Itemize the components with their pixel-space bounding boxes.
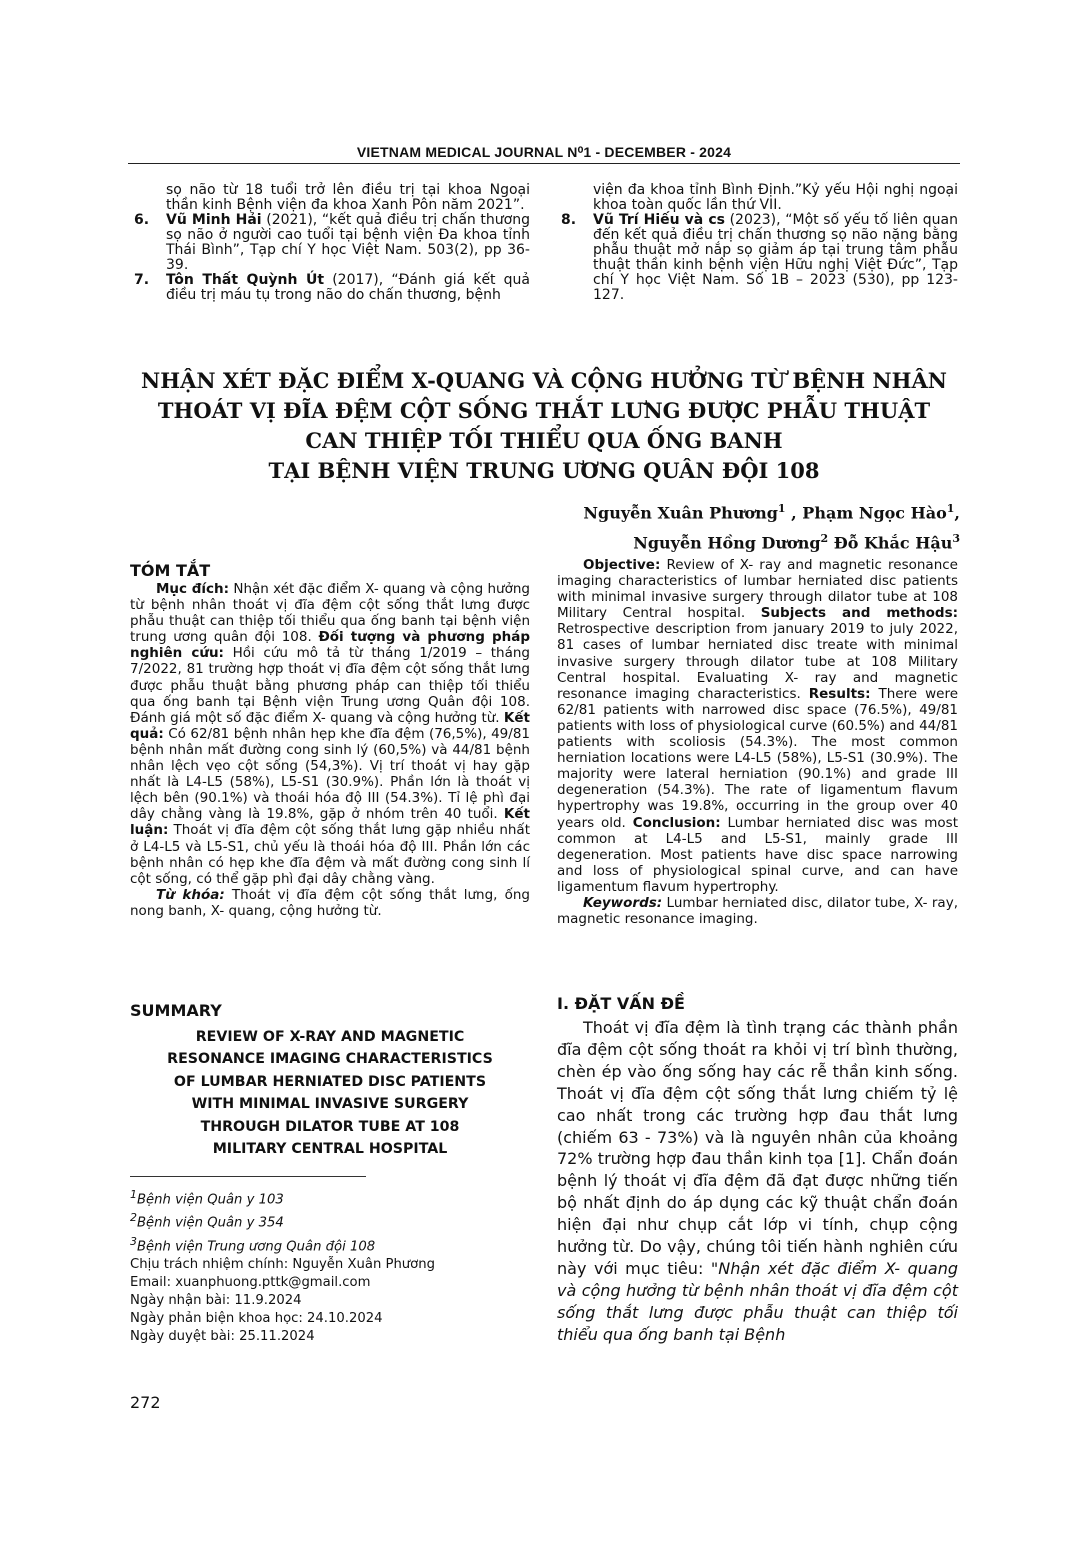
section-heading: TÓM TẮT [130,561,211,580]
authors [583,496,960,557]
summary-section [130,1001,530,1020]
date-approved: Ngày duyệt bài: 25.11.2024 [130,1329,315,1345]
reference-number: 6. [134,212,150,228]
abstract-text: Lumbar herniated disc, dilator tube, X- ray, magnetic resonance imaging. [557,894,958,928]
date-reviewed: Ngày phản biện khoa học: 24.10.2024 [130,1311,383,1327]
affiliation-2 [130,1209,530,1232]
reference-number: 7. [134,272,150,288]
reference-text: (2017), “Đánh giá kết quả điều trị máu tụ trong não do chấn thương, bệnh [166,272,530,303]
header-divider [128,163,960,164]
abstract-label: Subjects and methods: [760,605,959,622]
section-heading: I. ĐẶT VẤN ĐỀ [557,994,685,1013]
keywords-vi [130,887,530,919]
reference-continuation: viện đa khoa tỉnh Bình Định.”Kỷ yếu Hội nghị ngoại khoa toàn quốc lần thứ VII. [593,182,958,213]
summary-title-line: WITH MINIMAL INVASIVE SURGERY [191,1096,469,1113]
abstract-text: Có 62/81 bệnh nhân hẹp khe đĩa đệm (76,5%), 49/81 bệnh nhân mất đường cong sinh lý (60,5%) và 44/81 bệnh nhân lệch vẹo cột sống (54,3%). Vị trí thoát vị hay gặp nhất là L4-L5 (58%), L5-S1 (30.9%). Phần lớn là thoát vị lệch bên (90.1%) và thoái hóa độ III (54.3%). Tỉ lệ phì đại dây chằng vàng là 19.8%, gặp ở nhóm trên 40 tuổi. [130,725,530,823]
title-line: NHẬN XÉT ĐẶC ĐIỂM X-QUANG VÀ CỘNG HƯỞNG TỪ BỆNH NHÂN [141,368,947,393]
keywords-en [557,895,958,927]
abstract-text: Nhận xét đặc điểm X- quang và cộng hưởng từ bệnh nhân thoát vị đĩa đệm cột sống thắt lưng được phẫu thuật can thiệp tối thiểu qua ống banh tại bệnh viện trung ương quân đội 108. [130,581,530,646]
introduction-section [557,994,958,1346]
author-separator: , [785,503,803,523]
abstract-label: Mục đích: [156,581,230,597]
summary-title-line: RESONANCE IMAGING CHARACTERISTICS [167,1051,493,1068]
author-affiliation: 2 [820,532,829,546]
intro-text: Thoát vị đĩa đệm là tình trạng các thành phần đĩa đệm cột sống thoát ra khỏi vị trí bình thường, chèn ép vào ống sống hay các rễ thần kinh sống. Thoát vị đĩa đệm cột sống thắt lưng chiếm tỷ lệ cao nhất trong các trường hợp đau thắt lưng (chiếm 63 - 73%) và là nguyên nhân của khoảng 72% trường hợp đau thần kinh tọa [1]. Chẩn đoán bệnh lý thoát vị đĩa đệm đã đạt được những tiến bộ nhất định do áp dụng các kỹ thuật chẩn đoán hiện đại như chụp cắt lớp vi tính, chụp cộng hưởng từ. Do vậy, chúng tôi tiến hành nghiên cứu này với mục tiêu: [557,1018,958,1278]
summary-title-line: REVIEW OF X-RAY AND MAGNETIC [195,1029,465,1045]
abstract-label: Conclusion: [632,814,721,831]
reference-8 [557,213,958,303]
responsible-author: Chịu trách nhiệm chính: Nguyễn Xuân Phương [130,1257,435,1273]
email-line: Email: xuanphuong.pttk@gmail.com [130,1275,371,1291]
reference-author: Tôn Thất Quỳnh Út [166,272,325,288]
affiliation-1 [130,1186,530,1209]
author-name: Phạm Ngọc Hào [802,503,947,523]
author-affiliation: 1 [777,502,786,515]
reference-author: Vũ Minh Hải [166,212,262,228]
summary-title [130,1026,530,1160]
abstract-text: Review of X- ray and magnetic resonance imaging characteristics of lumbar herniated disc patients with minimal invasive surgery through dilator tube at 108 Military Central hospital. [557,557,958,622]
article-title [128,366,960,486]
journal-header: VIETNAM MEDICAL JOURNAL N⁰1 - DECEMBER - 2024 [356,144,732,160]
affiliation-text: Bệnh viện Quân y 103 [137,1192,284,1208]
summary-title-line: THROUGH DILATOR TUBE AT 108 [200,1118,460,1135]
affiliation-number: 1 [130,1188,137,1201]
reference-text: (2023), “Một số yếu tố liên quan đến kết quả điều trị chấn thương sọ não nặng bằng phẫu thuật mở nắp sọ giảm áp tại trung tâm phẫu thuật thần kinh bệnh viện Hữu nghị Việt Đức”, Tạp chí Y học Việt Nam. Số 1B – 2023 (530), pp 123-127. [593,212,958,303]
author-name: Nguyễn Hồng Dương [633,533,821,553]
abstract-text: Retrospective description from january 2019 to july 2022, 81 cases of lumbar herniated disc treate with minimal invasive surgery through dilator tube at 108 Military Central hospital. Evaluating X- ray and magnetic resonance imaging characteristics. [557,621,958,702]
abstract-text: Hồi cứu mô tả từ tháng 1/2019 – tháng 7/2022, 81 trường hợp thoát vị đĩa đệm cột sống thắt lưng được phẫu thuật bằng phương pháp can thiệp tối thiểu qua ống banh tại Bệnh viện Trung ương Quân đội 108. Đánh giá một số đặc điểm X- quang và cộng hưởng từ. [130,645,530,726]
abstract-label: Keywords: [583,894,663,911]
reference-7 [130,273,530,303]
abstract-text: Thoát vị đĩa đệm cột sống thắt lưng gặp nhiều nhất ở L4-L5 và L5-S1, chủ yếu là thoái hóa độ III. Phần lớn các bệnh nhân có hẹp khe đĩa đệm và mất đường cong sinh lí cột sống, có thể gặp phì đại dây chằng vàng. [130,822,530,887]
author-affiliation: 3 [952,532,960,546]
abstract-text: Thoát vị đĩa đệm cột sống thắt lưng, ống nong banh, X- quang, cộng hưởng từ. [130,886,530,919]
abstract-text: There were 62/81 patients with narrowed disc space (76.5%), 49/81 patients with loss of physiological curve (60.5%) and 44/81 patients with scoliosis (54.3%). The most common herniation locations were L4-L5 (58%), L5-S1 (30.9%). The majority were lateral herniation (90.1%) and grade III degeneration (54.3%). The rate of ligamentum flavum hypertrophy was 19.8%, occurring in the group over 40 years old. [557,685,958,831]
author-affiliation: 1 [946,502,955,515]
title-line: CAN THIỆP TỐI THIỂU QUA ỐNG BANH [305,428,783,453]
intro-objective-quote: "Nhận xét đặc điểm X- quang và cộng hưởng từ bệnh nhân thoát vị đĩa đệm cột sống thắt lưng được phẫu thuật can thiệp tối thiểu qua ống banh tại Bệnh [557,1258,958,1344]
abstract-text: Lumbar herniated disc was most common at L4-L5 and L5-S1, mainly grade III degeneration. Most patients have disc space narrowing and loss of physiological spinal curve, and can have ligamentum flavum hypertrophy. [557,814,958,895]
affiliation-number: 3 [130,1234,137,1248]
reference-continuation: sọ não từ 18 tuổi trở lên điều trị tại khoa Ngoại thần kinh Bệnh viện đa khoa Xanh Pôn năm 2021”. [166,182,530,213]
affiliation-3 [130,1233,530,1256]
footnote-divider [130,1176,366,1177]
section-heading: SUMMARY [130,1001,222,1020]
author-name: Đỗ Khắc Hậu [828,533,953,553]
abstract-label: Kết quả: [130,709,530,742]
references-left [130,183,530,303]
reference-author: Vũ Trí Hiếu và cs [593,212,725,228]
reference-6 [130,213,530,273]
author-separator: , [954,503,960,523]
author-name: Nguyễn Xuân Phương [583,503,778,523]
affiliation-number: 2 [130,1211,137,1225]
abstract-body [130,581,530,887]
abstract-label: Kết luận: [130,806,530,839]
abstract-label: Từ khóa: [156,886,225,903]
summary-title-line: OF LUMBAR HERNIATED DISC PATIENTS [173,1073,487,1090]
reference-text: (2021), “kết quả điều trị chấn thương sọ não ở người cao tuổi tại bệnh viện Đa khoa tỉnh Thái Bình”, Tạp chí Y học Việt Nam. 503(2), pp 36-39. [166,212,530,273]
abstract-label: Objective: [583,557,661,573]
date-received: Ngày nhận bài: 11.9.2024 [130,1293,302,1309]
page-number: 272 [130,1393,161,1412]
abstract-label: Đối tượng và phương pháp nghiên cứu: [130,629,530,662]
abstract-vietnamese [130,561,530,919]
footnotes [130,1186,530,1346]
abstract-label: Results: [808,685,871,702]
summary-title-line: MILITARY CENTRAL HOSPITAL [212,1141,448,1158]
affiliation-text: Bệnh viện Trung ương Quân đội 108 [137,1239,376,1255]
title-line: THOÁT VỊ ĐĨA ĐỆM CỘT SỐNG THẮT LƯNG ĐƯỢC PHẪU THUẬT [157,398,931,423]
reference-number: 8. [561,212,577,228]
affiliation-text: Bệnh viện Quân y 354 [137,1215,284,1231]
title-line: TẠI BỆNH VIỆN TRUNG ƯƠNG QUÂN ĐỘI 108 [268,458,820,483]
abstract-english [557,557,958,927]
references-right [557,183,958,303]
introduction-body [557,1017,958,1346]
abstract-body [557,557,958,895]
